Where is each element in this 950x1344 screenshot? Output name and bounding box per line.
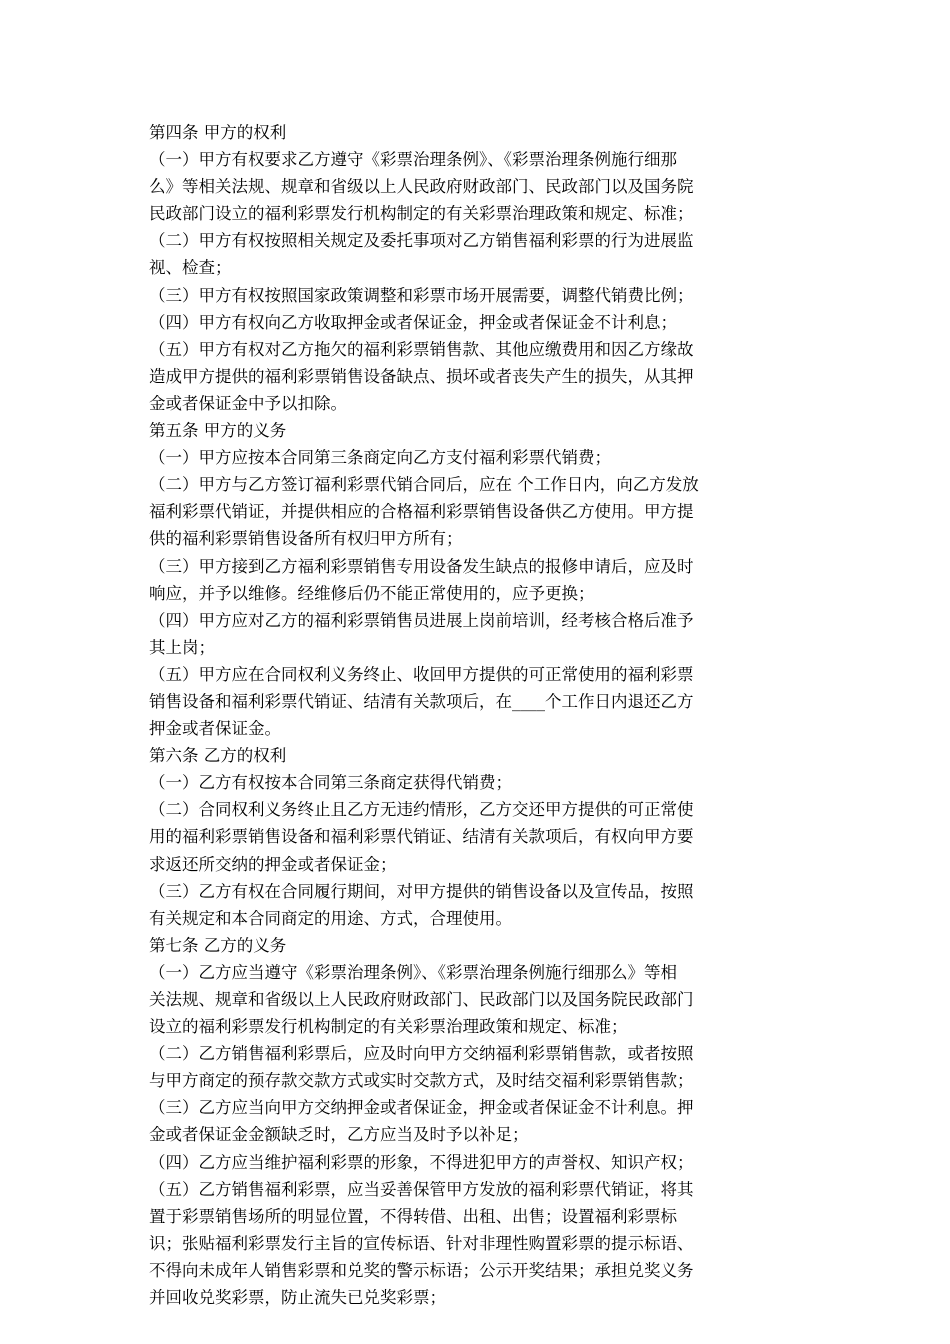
paragraph-line: 求返还所交纳的押金或者保证金； (149, 854, 397, 874)
document-page (149, 119, 809, 1311)
paragraph-line: （五）乙方销售福利彩票，应当妥善保管甲方发放的福利彩票代销证，将其 (149, 1179, 694, 1199)
paragraph-line: 关法规、规章和省级以上人民政府财政部门、民政部门以及国务院民政部门 (149, 990, 694, 1009)
paragraph-line: 供的福利彩票销售设备所有权归甲方所有； (149, 529, 463, 549)
paragraph-line: （五）甲方应在合同权利义务终止、收回甲方提供的可正常使用的福利彩票 (149, 664, 694, 684)
paragraph-line: （二）甲方与乙方签订福利彩票代销合同后，应在 个工作日内，向乙方发放 (149, 475, 699, 495)
paragraph-line: 设立的福利彩票发行机构制定的有关彩票治理政策和规定、标准； (149, 1017, 628, 1037)
paragraph-line: 销售设备和福利彩票代销证、结清有关款项后，在____个工作日内退还乙方 (149, 691, 694, 711)
paragraph-line: 福利彩票代销证，并提供相应的合格福利彩票销售设备供乙方使用。甲方提 (149, 502, 694, 522)
paragraph-line: （四）甲方应对乙方的福利彩票销售员进展上岗前培训，经考核合格后准予 (149, 610, 694, 630)
paragraph-line: （五）甲方有权对乙方拖欠的福利彩票销售款、其他应缴费用和因乙方缘故 (149, 339, 694, 359)
paragraph-line: 造成甲方提供的福利彩票销售设备缺点、损坏或者丧失产生的损失，从其押 (149, 366, 694, 386)
section-heading: 第七条 乙方的义务 (149, 935, 287, 955)
paragraph-line: 识；张贴福利彩票发行主旨的宣传标语、针对非理性购置彩票的提示标语、 (149, 1233, 694, 1253)
paragraph-line: 置于彩票销售场所的明显位置，不得转借、出租、出售；设置福利彩票标 (149, 1206, 677, 1226)
paragraph-line: （一）甲方有权要求乙方遵守《彩票治理条例》、《彩票治理条例施行细那 (149, 150, 677, 170)
paragraph-line: （一）乙方应当遵守《彩票治理条例》、《彩票治理条例施行细那么》等相 (149, 962, 677, 982)
section-heading: 第六条 乙方的权利 (149, 746, 287, 766)
paragraph-line: 么》等相关法规、规章和省级以上人民政府财政部门、民政部门以及国务院 (149, 177, 694, 197)
paragraph-line: 视、检查； (149, 258, 232, 278)
paragraph-line: 金或者保证金金额缺乏时，乙方应当及时予以补足； (149, 1125, 529, 1145)
paragraph-line: （一）甲方应按本合同第三条商定向乙方支付福利彩票代销费； (149, 448, 611, 468)
paragraph-line: 其上岗； (149, 637, 215, 657)
paragraph-line: 有关规定和本合同商定的用途、方式，合理使用。 (149, 908, 512, 928)
paragraph-line: 不得向未成年人销售彩票和兑奖的警示标语；公示开奖结果；承担兑奖义务 (149, 1260, 694, 1280)
paragraph-line: 用的福利彩票销售设备和福利彩票代销证、结清有关款项后，有权向甲方要 (149, 827, 694, 847)
paragraph-line: （三）甲方有权按照国家政策调整和彩票市场开展需要，调整代销费比例； (149, 285, 694, 305)
paragraph-line: （四）乙方应当维护福利彩票的形象，不得进犯甲方的声誉权、知识产权； (149, 1152, 694, 1172)
paragraph-line: （四）甲方有权向乙方收取押金或者保证金，押金或者保证金不计利息； (149, 312, 677, 332)
paragraph-line: 金或者保证金中予以扣除。 (149, 393, 347, 413)
paragraph-line: （三）甲方接到乙方福利彩票销售专用设备发生缺点的报修申请后，应及时 (149, 556, 694, 576)
paragraph-line: （二）甲方有权按照相关规定及委托事项对乙方销售福利彩票的行为进展监 (149, 231, 694, 251)
paragraph-line: 并回收兑奖彩票，防止流失已兑奖彩票； (149, 1288, 446, 1308)
paragraph-line: 押金或者保证金。 (149, 719, 281, 739)
paragraph-line: （二）乙方销售福利彩票后，应及时向甲方交纳福利彩票销售款，或者按照 (149, 1044, 694, 1064)
paragraph-line: （三）乙方应当向甲方交纳押金或者保证金，押金或者保证金不计利息。押 (149, 1098, 694, 1118)
section-heading: 第四条 甲方的权利 (149, 123, 287, 142)
paragraph-line: 民政部门设立的福利彩票发行机构制定的有关彩票治理政策和规定、标准； (149, 204, 694, 224)
paragraph-line: 与甲方商定的预存款交款方式或实时交款方式，及时结交福利彩票销售款； (149, 1071, 694, 1091)
paragraph-line: （三）乙方有权在合同履行期间，对甲方提供的销售设备以及宣传品，按照 (149, 881, 694, 901)
paragraph-line: （一）乙方有权按本合同第三条商定获得代销费； (149, 773, 512, 793)
section-heading: 第五条 甲方的义务 (149, 421, 287, 441)
paragraph-line: 响应，并予以维修。经维修后仍不能正常使用的，应予更换； (149, 583, 595, 603)
paragraph-line: （二）合同权利义务终止且乙方无违约情形，乙方交还甲方提供的可正常使 (149, 800, 694, 820)
